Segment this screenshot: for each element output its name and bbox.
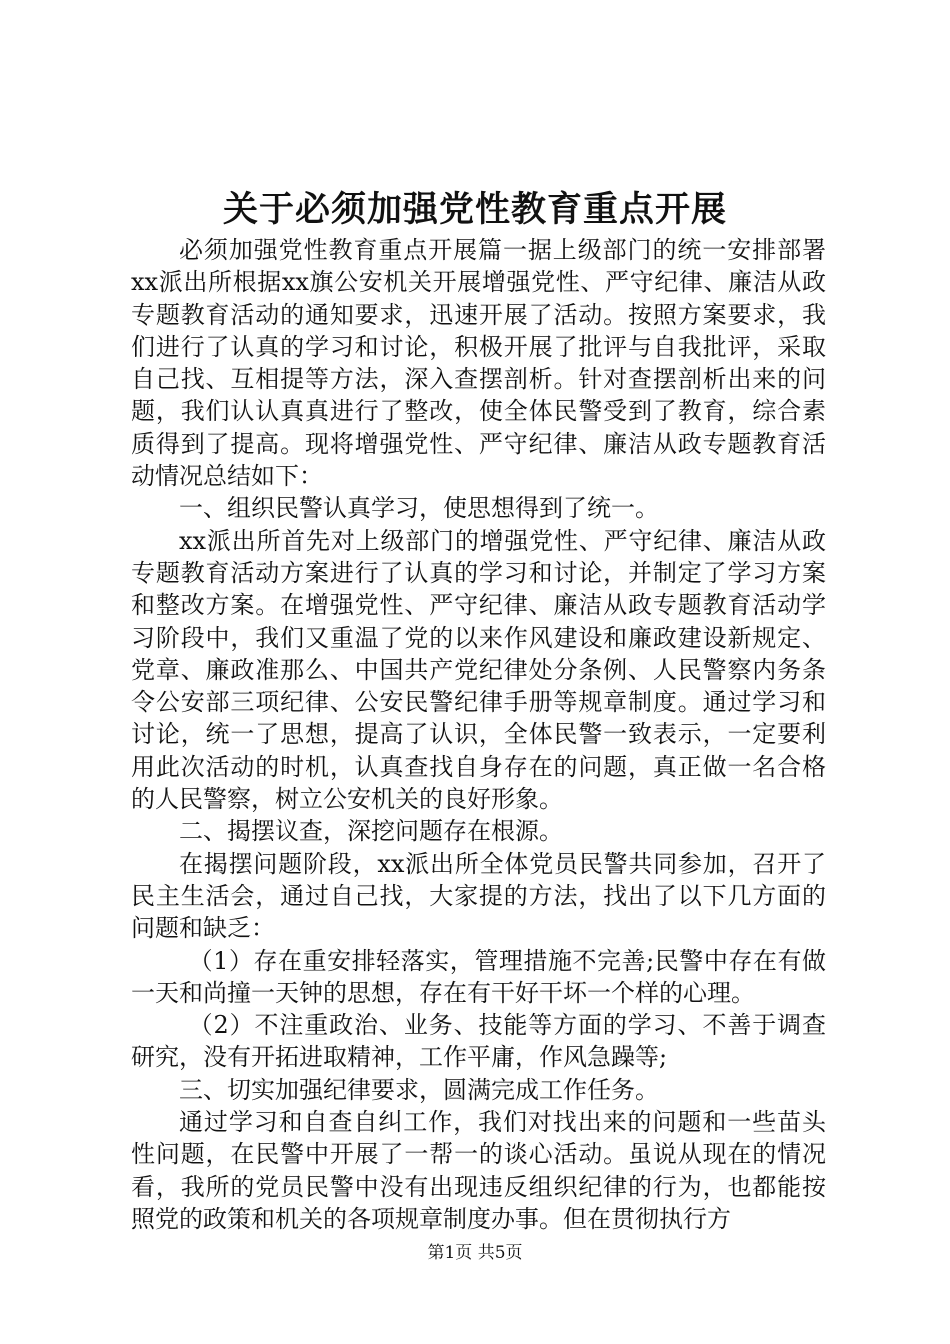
section-heading-1: 一、组织民警认真学习，使思想得到了统一。 (179, 494, 659, 523)
section-heading-2: 二、揭摆议查，深挖问题存在根源。 (179, 817, 563, 846)
paragraph-section-3: 通过学习和自查自纠工作，我们对找出来的问题和一些苗头性问题，在民警中开展了一帮一的谈心活动。虽说从现在的情况看，我所的党员民警中没有出现违反组织纪律的行为，也都能按照党的政策和机关的各项规章制度办事。但在贯彻执行方 (131, 1108, 826, 1233)
list-item-1: （1）存在重安排轻落实，管理措施不完善;民警中存在有做一天和尚撞一天钟的思想，存在有干好干坏一个样的心理。 (131, 946, 826, 1007)
list-item-2: （2）不注重政治、业务、技能等方面的学习、不善于调查研究，没有开拓进取精神，工作平庸，作风急躁等; (131, 1011, 826, 1072)
paragraph-section-2: 在揭摆问题阶段，xx派出所全体党员民警共同参加，召开了民主生活会，通过自己找，大家提的方法，找出了以下几方面的问题和缺乏： (131, 849, 826, 943)
page-footer: 第1页 共5页 (427, 1243, 523, 1263)
document-body (131, 234, 826, 1235)
paragraph-intro: 必须加强党性教育重点开展篇一据上级部门的统一安排部署xx派出所根据xx旗公安机关开展增强党性、严守纪律、廉洁从政专题教育活动的通知要求，迅速开展了活动。按照方案要求，我们进行了认真的学习和讨论，积极开展了批评与自我批评，采取自己找、互相提等方法，深入查摆剖析。针对查摆剖析出来的问题，我们认认真真进行了整改，使全体民警受到了教育，综合素质得到了提高。现将增强党性、严守纪律、廉洁从政专题教育活动情况总结如下： (131, 236, 826, 491)
paragraph-section-1: xx派出所首先对上级部门的增强党性、严守纪律、廉洁从政专题教育活动方案进行了认真的学习和讨论，并制定了学习方案和整改方案。在增强党性、严守纪律、廉洁从政专题教育活动学习阶段中，我们又重温了党的以来作风建设和廉政建设新规定、党章、廉政准那么、中国共产党纪律处分条例、人民警察内务条令公安部三项纪律、公安民警纪律手册等规章制度。通过学习和讨论，统一了思想，提高了认识，全体民警一致表示，一定要利用此次活动的时机，认真查找自身存在的问题，真正做一名合格的人民警察，树立公安机关的良好形象。 (131, 526, 826, 814)
section-heading-3: 三、切实加强纪律要求，圆满完成工作任务。 (179, 1075, 659, 1104)
document-title: 关于必须加强党性教育重点开展 (222, 189, 727, 230)
